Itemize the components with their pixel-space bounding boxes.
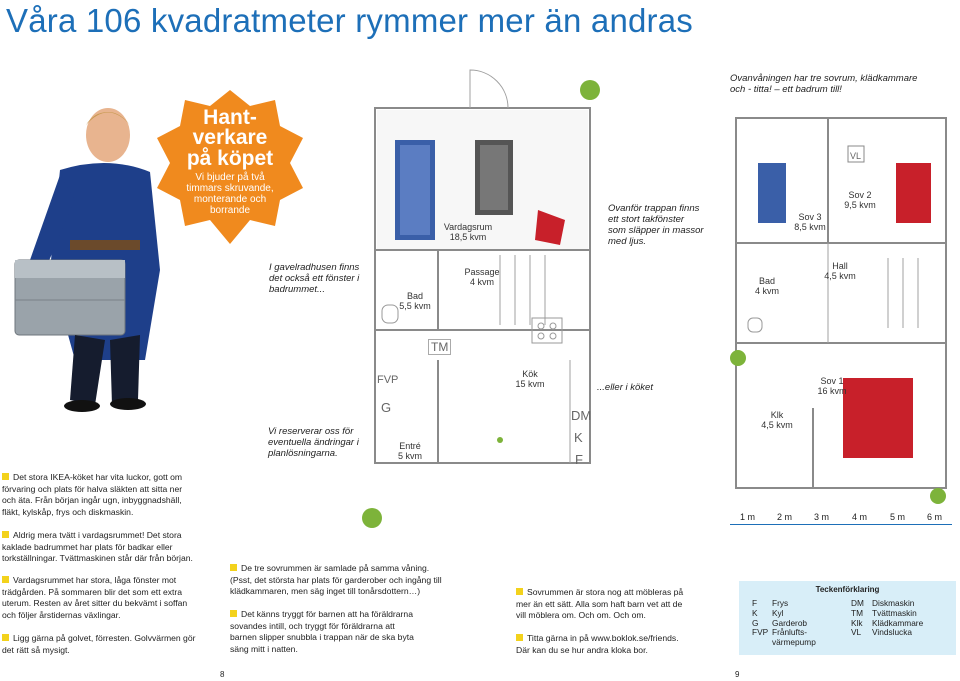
bullet-marker [2, 634, 9, 641]
bullet-marker [516, 588, 523, 595]
badge-line2: verkare [192, 126, 268, 149]
bullet-laundry-line3: torkställningar. Tvättmaskinen står där från början. [2, 553, 193, 563]
scale-6m: 6 m [927, 512, 943, 522]
scale-3m: 3 m [814, 512, 830, 522]
legend-text-diskmaskin: Diskmaskin [872, 598, 915, 608]
badge-sub3: monterande och [193, 194, 267, 205]
stairs-note [608, 203, 704, 247]
legend-right-texts [872, 599, 923, 638]
legend-code-vl: VL [851, 627, 862, 638]
bullet-floor-line1: Ligg gärna på golvet, förresten. Golvvärmen gör [13, 633, 196, 643]
reserve-note-line3: planlösningarna. [268, 448, 338, 459]
bullet-floor [2, 633, 232, 656]
fixture-fvp: FVP [377, 374, 399, 386]
room-bad-ground [385, 291, 445, 311]
bullet-kitchen-line4: fläkt, kylskåp, frys och diskmaskin. [2, 506, 134, 517]
bullet-furnish-line1: Sovrummen är stora nog att möbleras på [527, 587, 684, 597]
room-bad-ground-size: 5,5 kvm [399, 301, 431, 311]
bullet-safety [230, 609, 480, 655]
fixture-k: K [574, 430, 583, 445]
bullet-bedrooms-line1: De tre sovrummen är samlade på samma våning. [241, 563, 430, 573]
room-entre-size: 5 kvm [397, 451, 422, 461]
kitchen-note: ...eller i köket [597, 382, 653, 393]
bullet-bedrooms [230, 563, 480, 598]
room-entre-name: Entré [399, 441, 421, 451]
room-hall [810, 261, 870, 281]
reserve-note-line2: eventuella ändringar i [268, 437, 359, 448]
bullet-laundry-line1: Aldrig mera tvätt i vardagsrummet! Det stora [13, 530, 182, 540]
legend-code-tm: TM [851, 607, 863, 618]
room-kok-name: Kök [522, 369, 538, 379]
legend-text-frys: Frys [772, 598, 789, 608]
bullet-bedrooms-line3: klädkammaren, men säg inget till tonårsdottern…) [230, 586, 421, 596]
scale-bar [730, 510, 952, 526]
room-passage [452, 267, 512, 287]
page-title: Våra 106 kvadratmeter rymmer mer än andras [6, 2, 693, 39]
room-sov3-name: Sov 3 [798, 212, 822, 222]
bullet-marker [2, 473, 9, 480]
room-passage-size: 4 kvm [469, 277, 494, 287]
scale-4m: 4 m [852, 512, 868, 522]
badge [160, 108, 300, 216]
room-sov2 [830, 190, 890, 210]
stairs-note-line1: Ovanför trappan finns [608, 203, 700, 214]
room-hall-size: 4,5 kvm [824, 271, 856, 281]
stairs-note-line4: med ljus. [608, 236, 647, 247]
bullet-living-line4: och följer årstidernas växlingar. [2, 609, 121, 620]
room-kok-size: 15 kvm [515, 379, 545, 389]
room-vardagsrum [438, 222, 498, 242]
bullet-marker [230, 564, 237, 571]
bullet-living-line2: trädgården. På sommaren blir det som ett extra [2, 586, 183, 597]
upper-floor-note-line2: och - titta! – ett badrum till! [730, 84, 842, 95]
bullet-marker [2, 576, 9, 583]
room-sov3 [780, 212, 840, 232]
legend-text-kyl: Kyl [772, 607, 784, 618]
scale-5m: 5 m [890, 512, 906, 522]
legend-code-klk: Klk [851, 617, 863, 628]
badge-sub2: timmars skruvande, [186, 183, 274, 194]
room-kok [500, 369, 560, 389]
page-number-left: 8 [220, 670, 225, 679]
fixture-dm: DM [571, 408, 592, 423]
legend-code-k: K [752, 607, 758, 618]
legend-title: Teckenförklaring [815, 585, 880, 594]
fixture-g: G [381, 400, 392, 415]
bullet-living-line3: uterum. Resten av året sitter du bekvämt i soffan [2, 598, 188, 608]
reserve-note [268, 426, 359, 459]
room-sov1-size: 16 kvm [817, 386, 847, 396]
bullet-floor-line2: det rätt så mysigt. [2, 644, 70, 655]
room-sov2-name: Sov 2 [848, 190, 872, 200]
legend-right-codes [851, 599, 864, 638]
bullet-marker [230, 610, 237, 617]
upper-floor-plan [728, 108, 953, 508]
room-vardagsrum-size: 18,5 kvm [449, 232, 487, 242]
room-klk-name: Klk [770, 410, 784, 420]
bullet-website-line2: Där kan du se hur andra kloka bor. [516, 644, 648, 655]
room-hall-name: Hall [832, 261, 848, 271]
legend-text-garderob: Garderob [772, 617, 808, 628]
bullet-kitchen-line3: och äta. Från början ingår ugn, inbyggnadshäll, [2, 495, 182, 505]
bullet-kitchen [2, 472, 232, 518]
bullet-kitchen-line2: förvaring och plats för halva släkten att sitta ner [2, 483, 183, 494]
bullet-marker [516, 634, 523, 641]
stairs-note-line2: ett stort takfönster [608, 214, 685, 225]
scale-2m: 2 m [777, 512, 793, 522]
room-sov1 [802, 376, 862, 396]
room-bad-upper [737, 276, 797, 296]
bullet-laundry [2, 530, 232, 565]
upper-floor-note-line1: Ovanvåningen har tre sovrum, klädkammare [730, 73, 918, 84]
bullet-bedrooms-line2: (Psst, det största har plats för garderober och ingång till [230, 574, 442, 585]
gable-note-line1: I gavelradhusen finns [269, 262, 360, 273]
room-bad-ground-name: Bad [406, 291, 423, 301]
legend-text-kladkammare: Klädkammare [872, 617, 924, 628]
room-sov3-size: 8,5 kvm [794, 222, 826, 232]
bullet-safety-line2: sovandes intill, och tryggt för föräldrarna att [230, 620, 395, 631]
bullet-furnish-line2: mer än ett sätt. Alla som haft barn vet att de [516, 598, 683, 609]
fixture-f: F [575, 452, 583, 467]
badge-line1: Hant- [203, 106, 257, 129]
bullet-furnish-line3: vill möblera om. Och om. Och om. [516, 610, 646, 620]
bullet-living [2, 575, 232, 621]
legend-left-texts [772, 599, 816, 648]
bullet-safety-line4: säng mitt i natten. [230, 643, 298, 654]
room-sov2-size: 9,5 kvm [844, 200, 876, 210]
legend-code-dm: DM [851, 598, 864, 608]
bullet-furnish [516, 587, 736, 622]
room-bad-upper-name: Bad [758, 276, 775, 286]
legend-text-franlufts: Frånlufts- [772, 627, 808, 638]
legend-code-f: F [752, 598, 758, 608]
fixture-vl: VL [850, 151, 862, 161]
legend-box [739, 581, 956, 655]
bullet-safety-line3: barnen slipper snubbla i trappan när de ska byta [230, 632, 414, 642]
bullet-living-line1: Vardagsrummet har stora, låga fönster mot [13, 575, 177, 585]
legend-text-varmepump: värmepump [772, 637, 816, 648]
scale-1m: 1 m [740, 512, 756, 522]
legend-code-fvp: FVP [752, 627, 769, 638]
bullet-website [516, 633, 736, 656]
legend-text-tvattmaskin: Tvättmaskin [872, 607, 917, 618]
bullet-website-line1: Titta gärna in på www.boklok.se/friends. [527, 633, 679, 643]
room-klk-size: 4,5 kvm [761, 420, 793, 430]
badge-sub1: Vi bjuder på två [195, 172, 265, 183]
room-bad-upper-size: 4 kvm [754, 286, 779, 296]
bullet-laundry-line2: kaklade badrummet har plats för badkar eller [2, 541, 173, 552]
page-number-right: 9 [735, 670, 740, 679]
scale-line [730, 524, 952, 525]
bullet-kitchen-line1: Det stora IKEA-köket har vita luckor, gott om [13, 472, 183, 482]
badge-line3: på köpet [186, 147, 274, 170]
worker-illustration [0, 100, 175, 430]
gable-note-line3: badrummet... [269, 284, 325, 295]
room-passage-name: Passage [464, 267, 500, 277]
bullet-safety-line1: Det känns tryggt för barnen att ha föräldrarna [241, 609, 413, 619]
legend-text-vindslucka: Vindslucka [872, 627, 912, 638]
room-sov1-name: Sov 1 [820, 376, 844, 386]
room-klk [747, 410, 807, 430]
gable-note [269, 262, 359, 295]
upper-floor-note [730, 73, 917, 95]
room-entre [380, 441, 440, 461]
legend-code-g: G [752, 617, 759, 628]
bullet-marker [2, 531, 9, 538]
gable-note-line2: det också ett fönster i [269, 273, 360, 284]
legend-left-codes [752, 599, 768, 638]
reserve-note-line1: Vi reserverar oss för [268, 426, 354, 437]
fixture-tm: TM [428, 339, 451, 355]
badge-sub4: borrande [209, 205, 251, 216]
stairs-note-line3: som släpper in massor [608, 225, 704, 236]
room-vardagsrum-name: Vardagsrum [443, 222, 493, 232]
